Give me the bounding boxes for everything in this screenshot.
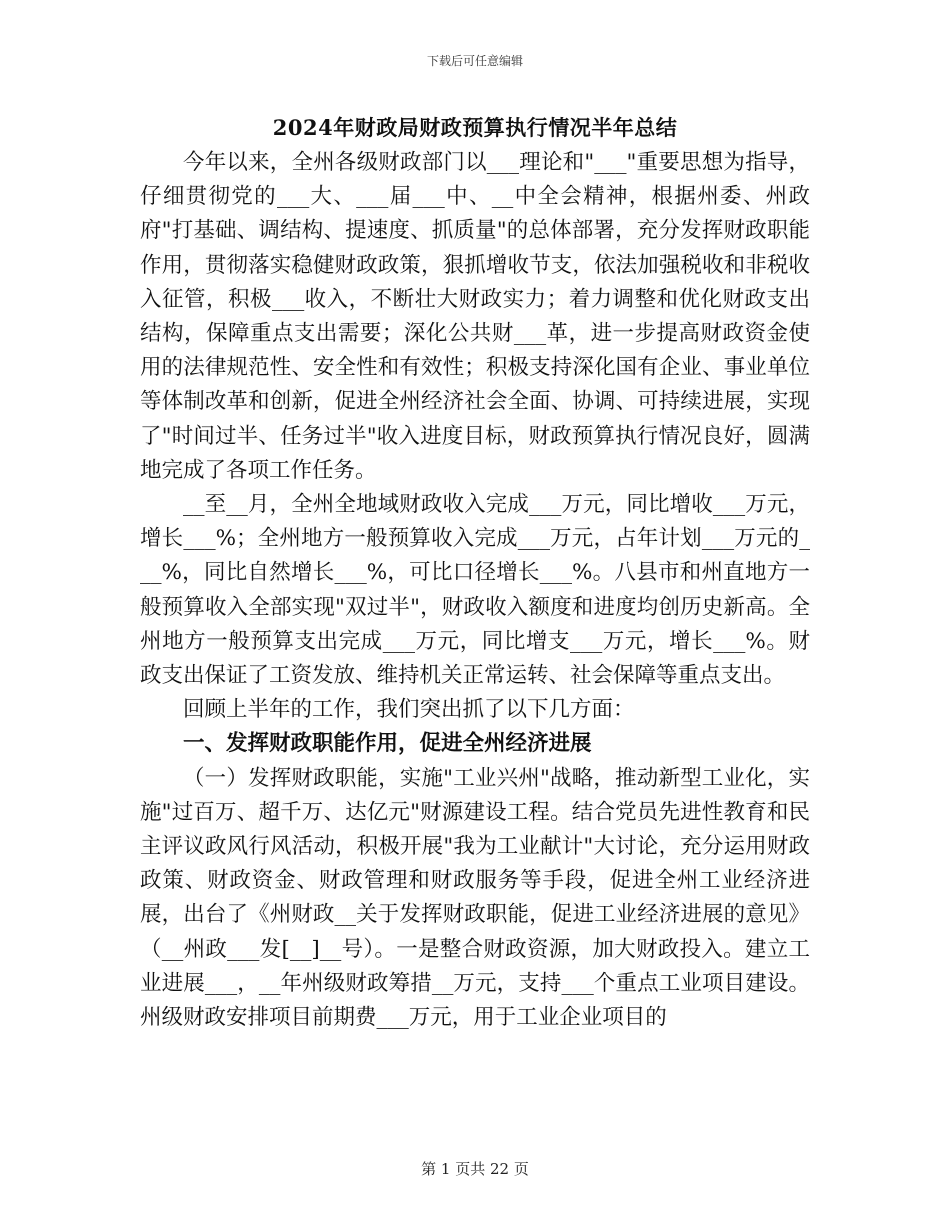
section-heading: 一、发挥财政职能作用，促进全州经济进展	[183, 731, 592, 757]
paragraph-section-one: （一）发挥财政职能，实施"工业兴州"战略，推动新型工业化，实施"过百万、超千万、达亿元"财源建设工程。结合党员先进性教育和民主评议政风行风活动，积极开展"我为工业献计"大讨论，充分运用财政政策、财政资金、财政管理和财政服务等手段，促进全州工业经济进展，出台了《州财政__关于发挥财政职能，促进工业经济进展的意见》（__州政___发[__]__号）。一是整合财政资源，加大财政投入。建立工业进展___，__年州级财政筹措__万元，支持___个重点工业项目建设。州级财政安排项目前期费___万元，用于工业企业项目的	[140, 765, 810, 1031]
paragraph-intro: 今年以来，全州各级财政部门以___理论和"___"重要思想为指导，仔细贯彻党的___大、___届___中、__中全会精神，根据州委、州政府"打基础、调结构、提速度、抓质量"的总体部署，充分发挥财政职能作用，贯彻落实稳健财政政策，狠抓增收节支，依法加强税收和非税收入征管，积极___收入，不断壮大财政实力；着力调整和优化财政支出结构，保障重点支出需要；深化公共财___革，进一步提高财政资金使用的法律规范性、安全性和有效性；积极支持深化国有企业、事业单位等体制改革和创新，促进全州经济社会全面、协调、可持续进展，实现了"时间过半、任务过半"收入进度目标，财政预算执行情况良好，圆满地完成了各项工作任务。	[140, 150, 810, 483]
document-title: 2024年财政局财政预算执行情况半年总结	[272, 115, 678, 140]
page-footer: 第 1 页共 22 页	[421, 1160, 529, 1178]
document-body	[140, 146, 810, 1035]
paragraph-review: 回顾上半年的工作，我们突出抓了以下几方面：	[183, 697, 635, 723]
paragraph-revenue: __至__月，全州全地域财政收入完成___万元，同比增收___万元，增长___%；全州地方一般预算收入完成___万元，占年计划___万元的___%，同比自然增长___%，可比口径增长___%。八县市和州直地方一般预算收入全部实现"双过半"，财政收入额度和进度均创历史新高。全州地方一般预算支出完成___万元，同比增支___万元，增长___%。财政支出保证了工资发放、维持机关正常运转、社会保障等重点支出。	[140, 492, 810, 689]
header-note: 下载后可任意编辑	[426, 54, 523, 68]
